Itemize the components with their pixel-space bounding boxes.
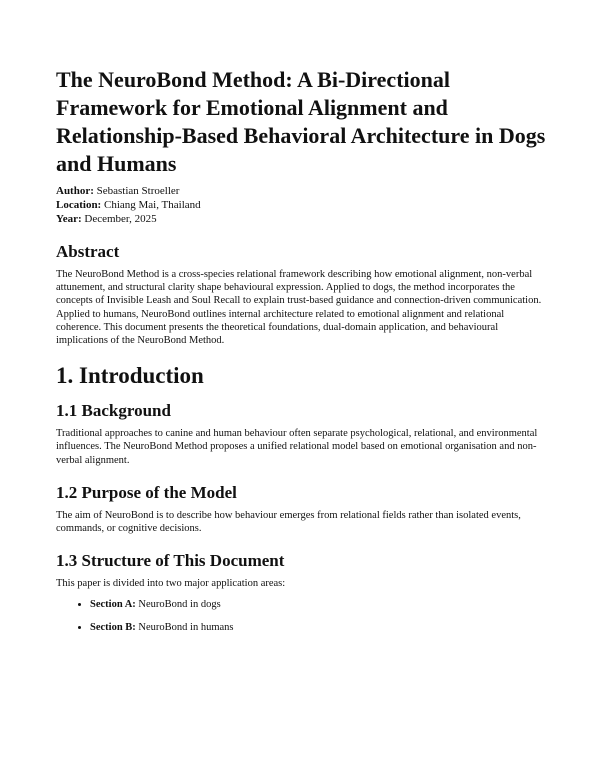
location-line [56,198,546,212]
structure-heading: 1.3 Structure of This Document [56,551,285,571]
list-item-text: NeuroBond in dogs [138,599,221,611]
structure-text: This paper is divided into two major application areas: [56,578,286,590]
author-line [56,184,546,198]
list-item [90,598,546,611]
background-heading: 1.1 Background [56,401,171,421]
purpose-heading: 1.2 Purpose of the Model [56,482,237,502]
background-text: Traditional approaches to canine and human behaviour often separate psychological, relational, and environmental influences. The NeuroBond Method proposes a unified relational model based on emotional organisation and non-verbal alignment. [56,428,538,466]
year-label: Year: [56,213,82,225]
document-page [56,66,546,644]
author-value: Sebastian Stroeller [96,185,180,197]
abstract-heading: Abstract [56,242,120,261]
location-value: Chiang Mai, Thailand [103,199,201,211]
list-item-text: NeuroBond in humans [138,622,234,634]
list-item-label: Section A: [90,599,136,611]
year-value: December, 2025 [84,213,157,225]
list-item-label: Section B: [90,622,136,634]
section-list [56,598,546,634]
introduction-heading: 1. Introduction [56,363,204,389]
abstract-text: The NeuroBond Method is a cross-species relational framework describing how emotional alignment, non-verbal attunement, and structural clarity shape behavioural expression. Applied to dogs, the method incorporates the concepts of Invisible Leash and Soul Recall to explain trust-based guidance and connection-driven communication. Applied to humans, NeuroBond outlines internal architecture related to emotional alignment and relational coherence. This document presents the theoretical foundations, dual-domain application, and behavioural implications of the NeuroBond Method. [56,269,542,347]
purpose-text: The aim of NeuroBond is to describe how behaviour emerges from relational fields rather than isolated events, commands, or cognitive decisions. [56,509,521,535]
paper-title: The NeuroBond Method: A Bi-Directional Framework for Emotional Alignment and Relationship-Based Behavioral Architecture in Dogs and Humans [56,67,546,176]
list-item [90,621,546,634]
year-line [56,212,546,226]
location-label: Location: [56,199,102,211]
author-label: Author: [56,185,94,197]
